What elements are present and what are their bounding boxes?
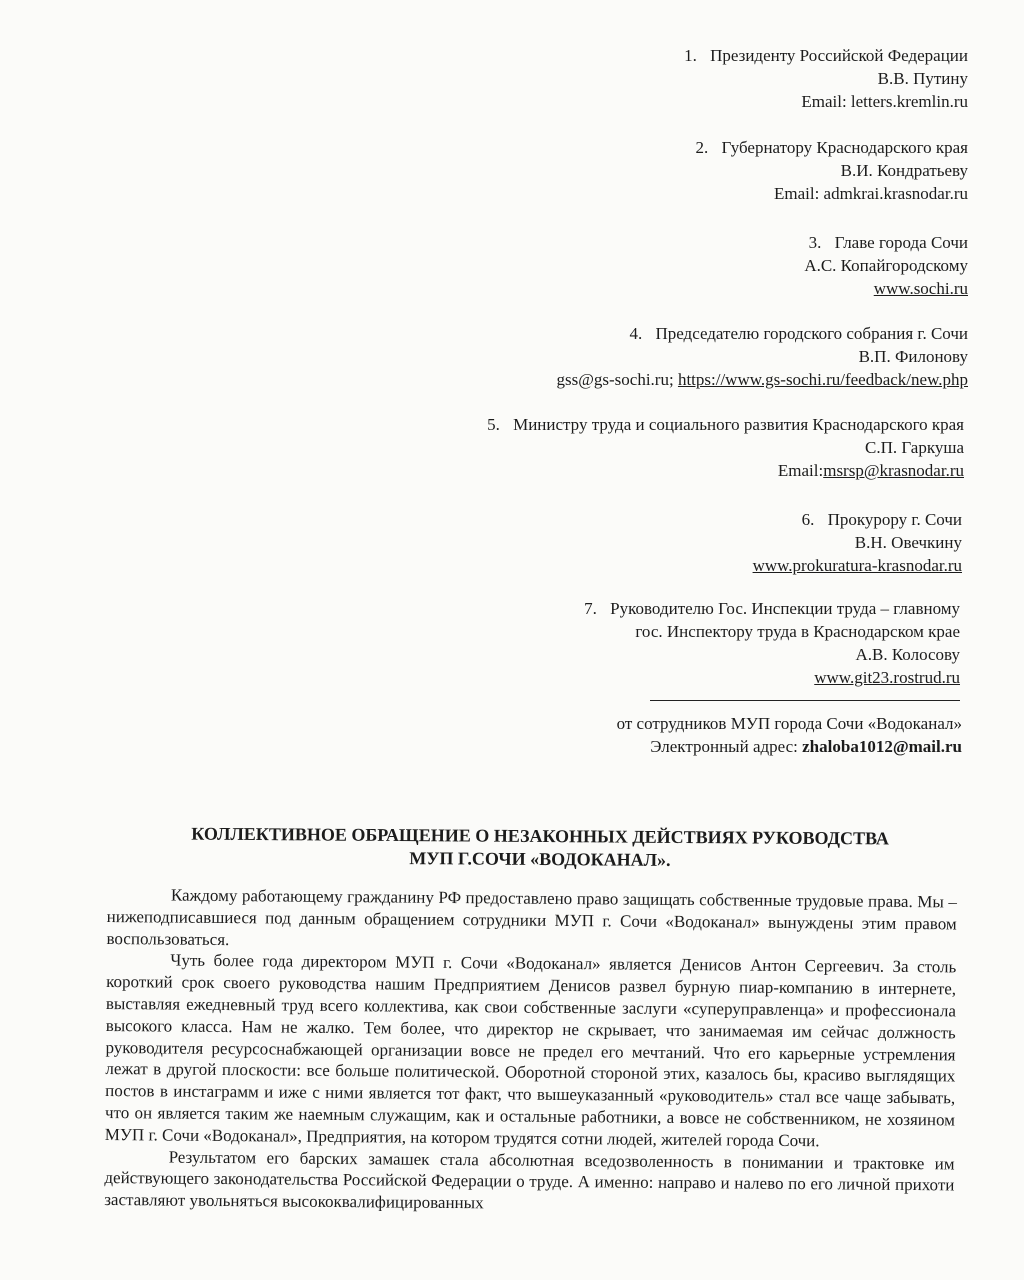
recipient-name: В.В. Путину: [877, 69, 968, 88]
recipient-name: А.С. Копайгородскому: [804, 256, 968, 275]
recipient-title: Главе города Сочи: [834, 233, 968, 252]
recipient-contact: Email: admkrai.krasnodar.ru: [773, 184, 968, 203]
recipient-block-6: [753, 508, 962, 577]
title-line-2: МУП Г.СОЧИ «ВОДОКАНАЛ».: [409, 848, 671, 870]
recipient-email[interactable]: gss@gs-sochi.ru: [556, 370, 669, 389]
recipient-number: 2.: [695, 138, 709, 157]
sender-email-label: Электронный адрес:: [650, 737, 798, 756]
recipient-title: Президенту Российской Федерации: [710, 46, 968, 65]
paragraph-3: Результатом его барских замашек стала абсолютная вседозволенность в понимании и трактовке им действующего законодательства Российской Федерации о труде. А именно: направо и налево по его личной прихоти заставляют увольняться высококвалифицированных: [104, 1147, 955, 1213]
recipient-number: 4.: [629, 324, 643, 343]
recipient-block-4: 4. Председателю городского собрания г. Сочи В.П. Филонову gss@gs-sochi.ru; https://www.gs-sochi.ru/feedback/new.php: [556, 324, 968, 389]
paragraph-2: Чуть более года директором МУП г. Сочи «Водоканал» является Денисов Антон Сергеевич. За столь короткий срок своего руководства нашим Предприятием Денисов развел бурную пиар-компанию в интернете, выставляя ежедневный труд всего коллектива, как свои собственные заслуги «суперуправленца» и профессионала высокого класса. Нам не жалко. Тем более, что директор не скрывает, что занимаемая им сейчас должность руководителя ресурсоснабжающей организации вовсе не предел его мечтаний. Что его карьерные устремления лежат в другой плоскости: все больше политической. Оборотной стороной этих, казалось бы, красиво выглядящих постов в инстаграмм и иже с ними является тот факт, что вышеуказанный «руководитель» стал все чаще забывать, что он является таким же наемным служащим, как и остальные работники, а вовсе не собственником, не хозяином МУП г. Сочи «Водоканал», Предприятия, на котором трудятся сотни людей, жителей города Сочи.: [104, 950, 957, 1150]
recipient-number: 7.: [584, 599, 597, 618]
recipient-number: 5.: [487, 415, 500, 434]
recipient-number: 6.: [801, 510, 815, 529]
recipient-block-3: [804, 231, 968, 300]
sender-from: от сотрудников МУП города Сочи «Водоканал»: [616, 714, 962, 733]
sender-email[interactable]: zhaloba1012@mail.ru: [802, 737, 962, 756]
document-title: [100, 822, 980, 874]
recipient-link[interactable]: https://www.gs-sochi.ru/feedback/new.php: [677, 370, 968, 389]
recipient-name: А.В. Колосову: [855, 645, 960, 664]
recipient-contact: Email: letters.kremlin.ru: [801, 92, 968, 111]
recipient-title: Председателю городского собрания г. Сочи: [655, 324, 968, 343]
recipient-name: В.П. Филонову: [858, 347, 968, 366]
recipient-title: Министру труда и социального развития Краснодарского края: [513, 415, 964, 434]
recipient-link[interactable]: www.git23.rostrud.ru: [814, 668, 960, 687]
sender-block: [617, 712, 962, 758]
recipient-email[interactable]: msrsp@krasnodar.ru: [823, 461, 964, 480]
recipient-title-cont: гос. Инспектору труда в Краснодарском крае: [635, 622, 960, 641]
recipient-email-label: Email:: [777, 461, 824, 480]
recipient-name: В.Н. Овечкину: [854, 533, 962, 552]
recipient-number: 3.: [808, 233, 822, 252]
recipient-block-7: [584, 597, 960, 689]
title-line-1: КОЛЛЕКТИВНОЕ ОБРАЩЕНИЕ О НЕЗАКОННЫХ ДЕЙСТВИЯХ РУКОВОДСТВА: [191, 823, 889, 849]
recipient-title: Руководителю Гос. Инспекции труда – главному: [610, 599, 960, 618]
recipient-block-1: [684, 44, 968, 113]
recipient-title: Прокурору г. Сочи: [827, 510, 962, 529]
recipient-name: С.П. Гаркуша: [865, 438, 964, 457]
recipient-block-5: [487, 413, 964, 482]
document-body: [104, 884, 957, 1218]
divider-line: [650, 700, 960, 701]
recipient-link[interactable]: www.sochi.ru: [873, 279, 968, 298]
recipient-title: Губернатору Краснодарского края: [721, 138, 968, 157]
paragraph-1: Каждому работающему гражданину РФ предоставлено право защищать собственные трудовые права. Мы – нижеподписавшиеся под данным обращением сотрудники МУП г. Сочи «Водоканал» вынуждены этим правом воспользоваться.: [106, 885, 957, 949]
recipient-number: 1.: [684, 46, 697, 65]
recipient-name: В.И. Кондратьеву: [840, 161, 968, 180]
recipient-block-2: [696, 136, 968, 205]
recipient-link[interactable]: www.prokuratura-krasnodar.ru: [752, 556, 962, 575]
